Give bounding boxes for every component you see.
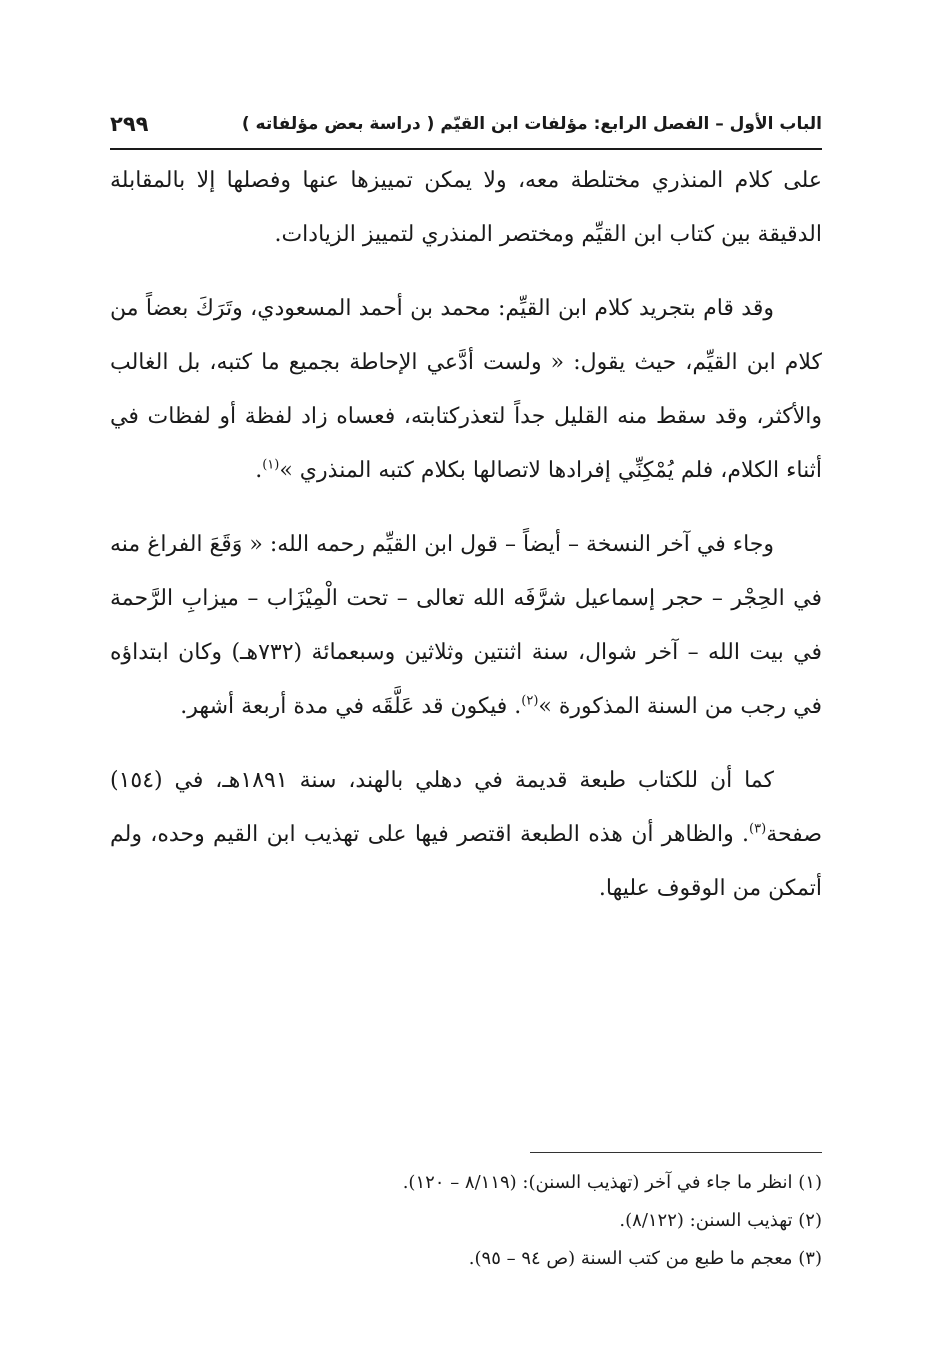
main-text [110, 154, 822, 936]
footnote-2: (٢) تهذيب السنن: (٨/١٢٢). [619, 1210, 822, 1231]
paragraph-3-tail: . فيكون قد عَلَّقَه في مدة أربعة أشهر. [180, 694, 522, 719]
paragraph-1-text: على كلام المنذري مختلطة معه، ولا يمكن تمييزها عنها وفصلها إلا بالمقابلة الدقيقة بين كتاب ابن القيِّم ومختصر المنذري لتمييز الزيادات. [110, 168, 822, 247]
paragraph-3 [110, 518, 822, 734]
footnote-ref-3[interactable]: (٣) [749, 821, 767, 837]
paragraph-4-text: كما أن للكتاب طبعة قديمة في دهلي بالهند، سنة ١٨٩١هـ، في (١٥٤) صفحة [110, 768, 822, 847]
running-header [110, 104, 822, 144]
paragraph-2-tail: . [255, 458, 263, 483]
paragraph-2-text: وقد قام بتجريد كلام ابن القيِّم: محمد بن أحمد المسعودي، وتَرَكَ بعضاً من كلام ابن القيِّم، حيث يقول: « ولست أدَّعي الإحاطة بجميع ما كتبه، بل الغالب والأكثر، وقد سقط منه القليل جداً لتعذركتابته، فعساه زاد لفظة أو لفظات في أثناء الكلام، فلم يُمْكِنِّي إفرادها لاتصالها بكلام كتبه المنذري » [110, 296, 822, 483]
footnote-divider [530, 1152, 822, 1153]
footnote-3: (٣) معجم ما طبع من كتب السنة (ص ٩٤ – ٩٥). [468, 1248, 822, 1269]
paragraph-2 [110, 282, 822, 498]
paragraph-1 [110, 154, 822, 262]
footnotes [110, 1164, 822, 1278]
footnote-ref-2[interactable]: (٢) [521, 693, 539, 709]
chapter-title: الباب الأول – الفصل الرابع: مؤلفات ابن القيّم ( دراسة بعض مؤلفاته ) [241, 114, 822, 134]
paragraph-3-text: وجاء في آخر النسخة – أيضاً – قول ابن القيِّم رحمه الله: « وَقَعَ الفراغ منه في الحِجْر – حجر إسماعيل شرَّفَه الله تعالى – تحت الْمِيْزَاب – ميزابِ الرَّحمة في بيت الله – آخر شوال، سنة اثنتين وثلاثين وسبعمائة (٧٣٢هـ) وكان ابتداؤه في رجب من السنة المذكورة » [110, 532, 822, 719]
page-number: ٢٩٩ [110, 112, 149, 136]
header-divider [110, 148, 822, 150]
footnote-ref-1[interactable]: (١) [262, 457, 280, 473]
paragraph-4-tail: . والظاهر أن هذه الطبعة اقتصر فيها على تهذيب ابن القيم وحده، ولم أتمكن من الوقوف عليها. [110, 822, 822, 901]
paragraph-4 [110, 754, 822, 916]
footnote-1: (١) انظر ما جاء في آخر (تهذيب السنن): (٨/١١٩ – ١٢٠). [402, 1172, 822, 1193]
